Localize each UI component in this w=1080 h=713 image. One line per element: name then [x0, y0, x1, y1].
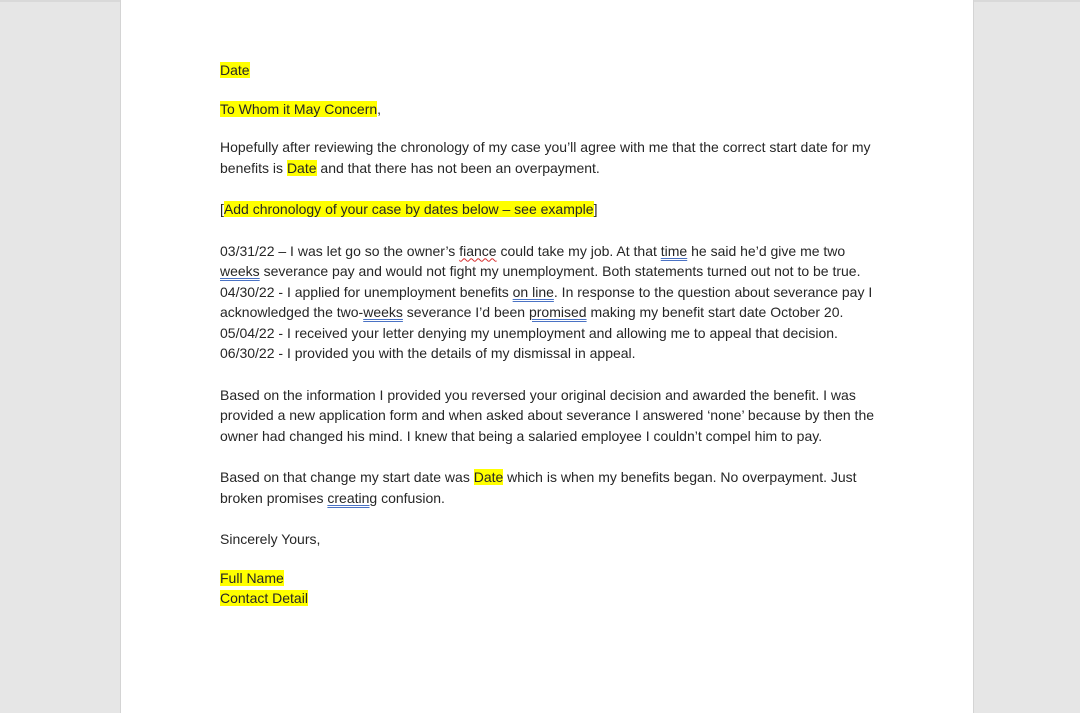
entry-1-text-c: could take my job. At that [496, 242, 661, 259]
entry-1-text-g: severance pay and would not fight my unemployment. Both statements turned out not to be true. [259, 263, 861, 279]
start-text-d: confusion. [377, 489, 445, 506]
reversal-paragraph: Based on the information I provided you reversed your original decision and awarded the benefit. I was provided a new application form and when asked about severance I answered ‘none’ because by then the owner had changed his mind. I knew that being a salaried employee I couldn’t compel him to pay. [220, 386, 875, 444]
intro-paragraph [220, 137, 900, 178]
prompt-close-bracket: ] [593, 201, 598, 217]
entry-1-text-e: he said he’d give me two [687, 242, 846, 259]
intro-text-1: Hopefully after reviewing the chronology of my case you’ll agree with me that the correct start date for my benefits is [220, 139, 871, 176]
chronology-entry-1 [220, 241, 900, 282]
entry-1-text-a: 03/31/22 – I was let go so the owner’s [220, 242, 460, 259]
entry-2-text-e: severance I’d been [402, 304, 529, 320]
start-date-placeholder: Date [473, 469, 504, 485]
grammar-flag-weeks: weeks [220, 263, 260, 279]
grammar-flag-creating: creating [327, 489, 378, 506]
signature-block [220, 568, 900, 609]
grammar-flag-on-line: on line [512, 283, 554, 300]
document-page[interactable] [120, 0, 974, 713]
chronology-entry-4: 06/30/22 - I provided you with the details of my dismissal in appeal. [220, 345, 636, 361]
spelling-flag-fiance: fiance [459, 242, 497, 259]
contact-detail-placeholder: Contact Detail [220, 590, 308, 606]
date-placeholder: Date [220, 62, 250, 78]
start-text-a: Based on that change my start date was [220, 469, 474, 485]
chronology-prompt-text: Add chronology of your case by dates below – see example [223, 201, 594, 217]
start-date-paragraph [220, 467, 900, 508]
grammar-flag-weeks-2: weeks [363, 304, 403, 320]
start-text-b: which is when my benefits began. No overpayment. Just broken promises [220, 469, 857, 506]
full-name-placeholder: Full Name [220, 569, 284, 586]
salutation-text: To Whom it May Concern [220, 100, 378, 117]
entry-2-text-c: . In response to the question about severance pay I acknowledged the two- [220, 283, 873, 320]
date-line [220, 60, 900, 81]
closing: Sincerely Yours, [220, 531, 321, 547]
grammar-flag-time: time [660, 242, 688, 259]
salutation [220, 99, 900, 120]
letter-body[interactable] [220, 60, 900, 609]
salutation-comma: , [377, 100, 382, 117]
intro-date-placeholder: Date [286, 159, 317, 176]
grammar-flag-promised: promised [528, 304, 587, 320]
intro-text-2: and that there has not been an overpayment. [316, 159, 600, 176]
chronology-entry-2 [220, 282, 900, 323]
entry-2-text-a: 04/30/22 - I applied for unemployment benefits [220, 283, 513, 300]
entry-2-text-g: making my benefit start date October 20. [586, 304, 844, 320]
chronology-entry-3: 05/04/22 - I received your letter denying my unemployment and allowing me to appeal that decision. [220, 324, 838, 341]
prompt-open-bracket: [ [220, 201, 224, 217]
chronology-prompt [220, 199, 900, 220]
